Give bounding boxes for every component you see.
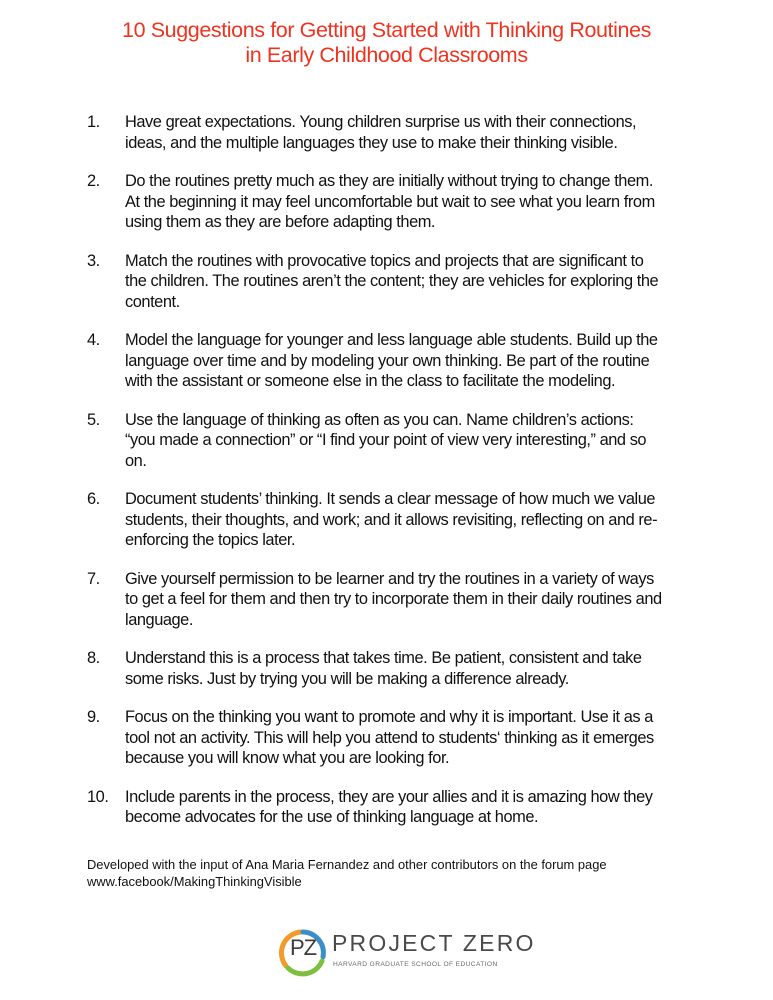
logo-ring-green-arc	[288, 961, 322, 974]
suggestion-item	[87, 707, 687, 769]
suggestion-text: Use the language of thinking as often as you can. Name children’s actions: “you made a connection” or “I find your point of view very interesting,” and so on.	[125, 410, 647, 470]
suggestion-text: Include parents in the process, they are your allies and it is amazing how they become advocates for the use of thinking language at home.	[125, 787, 653, 826]
suggestion-item	[87, 787, 687, 828]
credits-footer	[87, 857, 607, 890]
suggestion-text: Model the language for younger and less language able students. Build up the language over time and by modeling your own thinking. Be part of the routine with the assistant or someone else in the class to facilitate the modeling.	[125, 331, 658, 390]
suggestion-item	[87, 569, 687, 631]
suggestion-item	[87, 648, 687, 689]
suggestion-item	[87, 112, 687, 153]
suggestion-text: Document students’ thinking. It sends a clear message of how much we value students, their thoughts, and work; and it allows revisiting, reflecting on and re- enforcing the topics later.	[125, 490, 658, 549]
suggestion-text: Focus on the thinking you want to promote and why it is important. Use it as a tool not an activity. This will help you attend to students‘ thinking as it emerges because you will know what you are looking for.	[125, 708, 654, 767]
logo-monogram: PZ	[289, 935, 317, 960]
suggestion-text: Have great expectations. Young children surprise us with their connections, ideas, and the multiple languages they use to make their thinking visible.	[125, 113, 637, 152]
suggestion-number: 8.	[87, 649, 100, 667]
suggestion-number: 2.	[87, 172, 100, 190]
suggestion-item	[87, 489, 687, 551]
document-title	[0, 18, 773, 68]
suggestion-item	[87, 410, 687, 472]
suggestion-item	[87, 251, 687, 313]
credits-line: Developed with the input of Ana Maria Fernandez and other contributors on the forum page	[87, 857, 607, 872]
suggestion-number: 10.	[87, 787, 109, 806]
project-zero-logo	[274, 924, 536, 980]
suggestion-number: 5.	[87, 410, 100, 429]
suggestion-number: 4.	[87, 331, 100, 349]
suggestion-text: Give yourself permission to be learner and try the routines in a variety of ways to get a feel for them and then try to incorporate them in their daily routines and language.	[125, 569, 662, 629]
suggestion-text: Understand this is a process that takes time. Be patient, consistent and take some risks. Just by trying you will be making a difference already.	[125, 649, 642, 688]
suggestion-text: Match the routines with provocative topics and projects that are significant to the children. The routines aren’t the content; they are vehicles for exploring the content.	[125, 251, 659, 311]
suggestions-list	[87, 112, 687, 846]
suggestion-number: 1.	[87, 113, 100, 131]
logo-name: PROJECT ZERO	[332, 930, 536, 956]
credits-url: www.facebook/MakingThinkingVisible	[87, 873, 302, 889]
title-line-2: in Early Childhood Classrooms	[245, 43, 528, 67]
suggestion-text: Do the routines pretty much as they are initially without trying to change them. At the beginning it may feel uncomfortable but wait to see what you learn from using them as they are before adapting them.	[125, 172, 655, 231]
suggestion-item	[87, 171, 687, 233]
title-line-1: 10 Suggestions for Getting Started with Thinking Routines	[122, 18, 651, 42]
suggestion-number: 3.	[87, 251, 100, 270]
suggestion-number: 9.	[87, 708, 100, 726]
logo-subtitle: HARVARD GRADUATE SCHOOL OF EDUCATION	[333, 961, 498, 968]
suggestion-number: 6.	[87, 490, 100, 508]
suggestion-item	[87, 330, 687, 392]
suggestion-number: 7.	[87, 569, 100, 588]
